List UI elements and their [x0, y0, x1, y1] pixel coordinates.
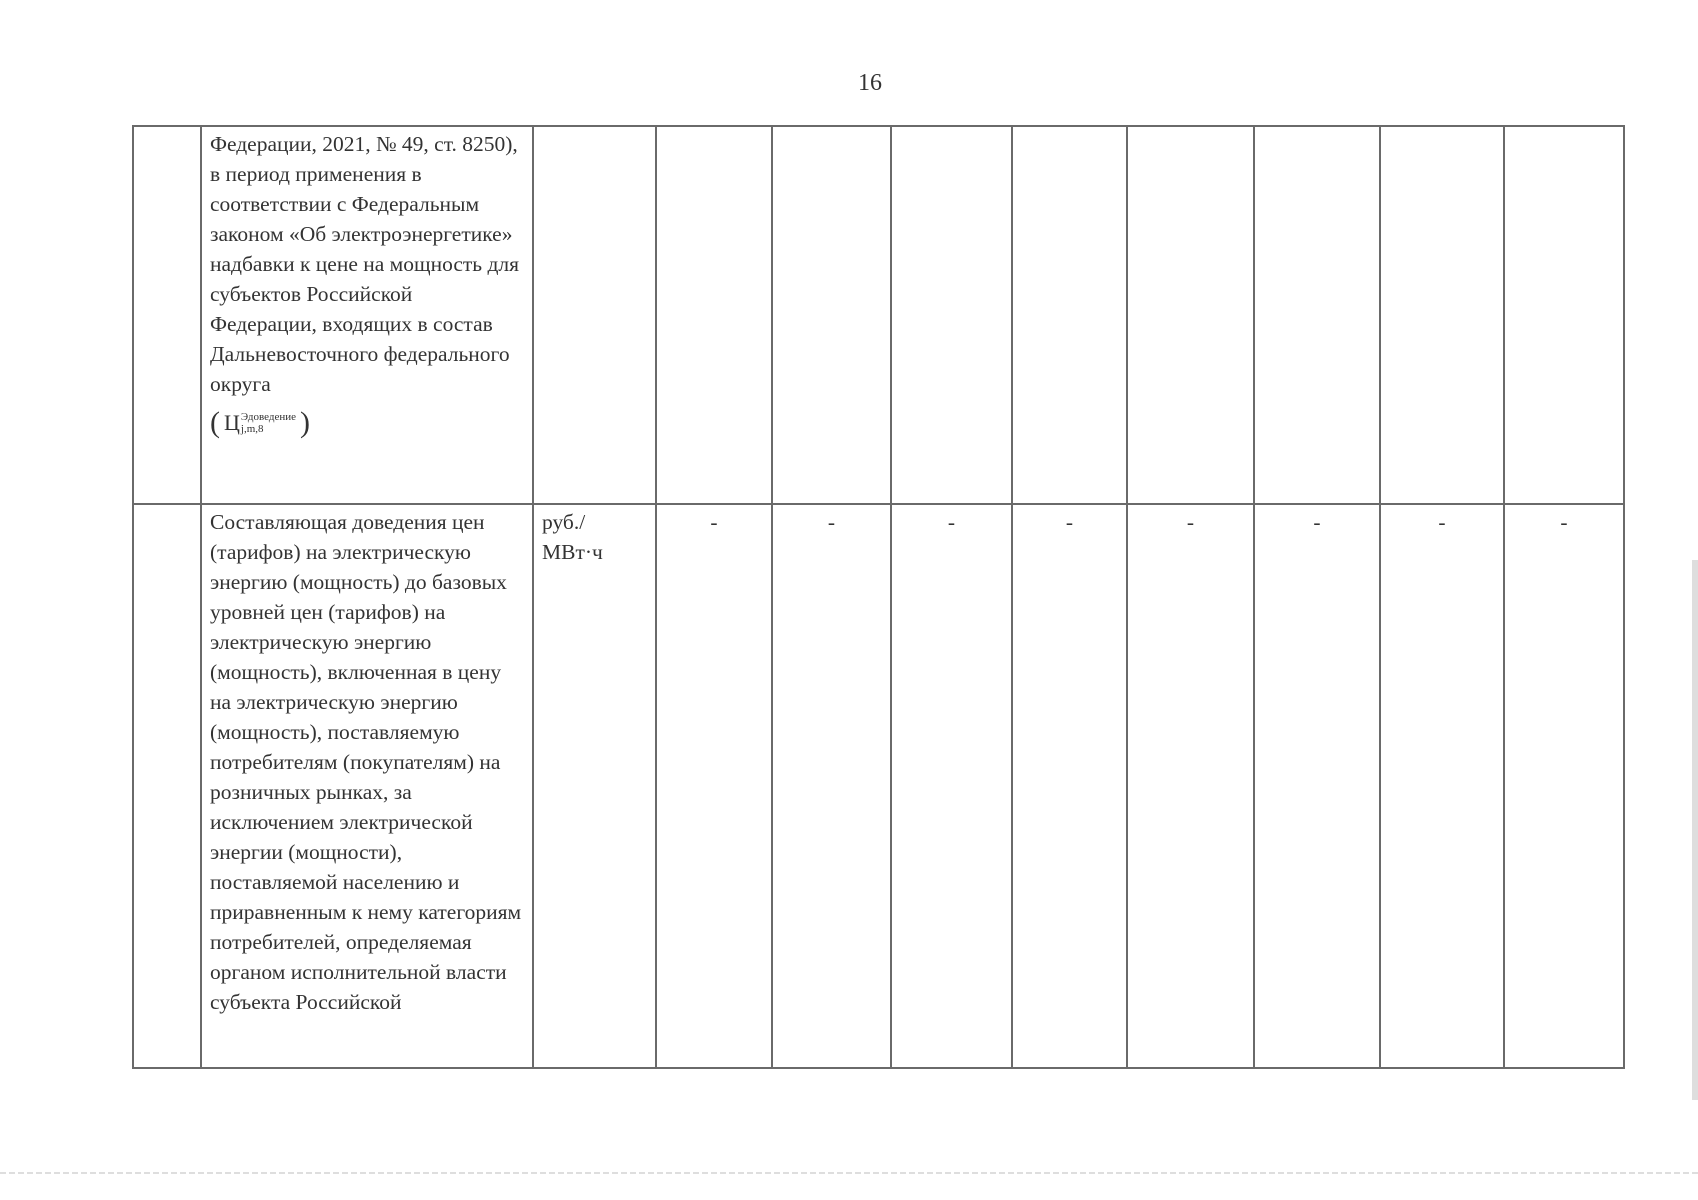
value-cell — [656, 126, 772, 504]
value-cell — [891, 126, 1012, 504]
formula-paren-right: ) — [299, 406, 310, 439]
value-cell — [1504, 126, 1624, 504]
table-row — [133, 126, 1624, 504]
value-cell: - — [891, 504, 1012, 1068]
value-cell: - — [1254, 504, 1380, 1068]
number-cell — [133, 504, 201, 1068]
value-cell — [1127, 126, 1254, 504]
unit-cell — [533, 126, 656, 504]
formula-paren-left: ( — [210, 406, 220, 439]
description-text: Федерации, 2021, № 49, ст. 8250), в период применения в соответствии с Федеральным законом «Об электроэнергетике» надбавки к цене на мощность для субъектов Российской Федерации, входящих в состав Дальневосточного федерального округа — [210, 132, 520, 396]
value-cell: - — [1504, 504, 1624, 1068]
value-cell: - — [1127, 504, 1254, 1068]
formula-superscript: Эдоведение — [240, 411, 296, 423]
scan-artifact-line — [0, 1172, 1698, 1174]
value-cell: - — [656, 504, 772, 1068]
value-cell — [1380, 126, 1504, 504]
value-cell — [1012, 126, 1127, 504]
scan-artifact-edge — [1692, 560, 1698, 1100]
value-cell: - — [772, 504, 891, 1068]
price-formula — [210, 401, 310, 445]
table-row — [133, 504, 1624, 1068]
tariff-table — [132, 125, 1625, 1069]
number-cell — [133, 126, 201, 504]
formula-subscript: j,m,8 — [240, 423, 264, 435]
value-cell: - — [1380, 504, 1504, 1068]
description-cell — [201, 126, 533, 504]
value-cell: - — [1012, 504, 1127, 1068]
value-cell — [772, 126, 891, 504]
formula-symbol: Ц — [224, 410, 240, 435]
page-number: 16 — [858, 70, 882, 96]
value-cell — [1254, 126, 1380, 504]
description-cell: Составляющая доведения цен (тарифов) на электрическую энергию (мощность) до базовых уровней цен (тарифов) на электрическую энергию (мощность), включенная в цену на электрическую энергию (мощность), поставляемую потребителям (покупателям) на розничных рынках, за исключением электрической энергии (мощности), поставляемой населению и приравненным к нему категориям потребителей, определяемая органом исполнительной власти субъекта Российской — [201, 504, 533, 1068]
unit-cell: руб./ МВт·ч — [533, 504, 656, 1068]
formula-scripts — [241, 411, 296, 435]
